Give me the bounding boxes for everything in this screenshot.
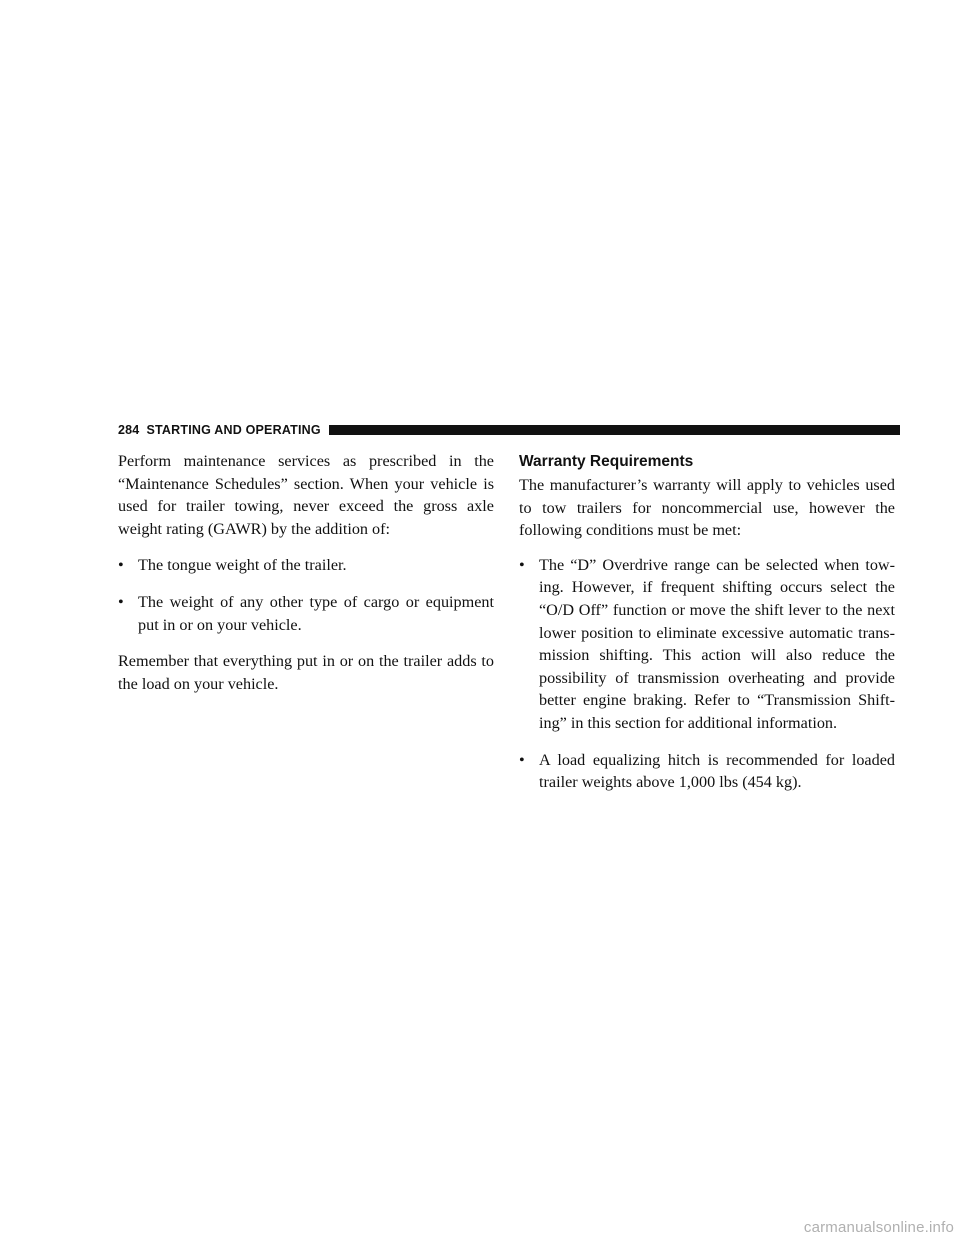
left-intro-paragraph: Perform maintenance services as prescribed in the “Maintenance Schedules” section. When your vehicle is used for trailer towing, never exceed the gross axle weight rating (GAWR) by the addition of:: [118, 452, 494, 538]
right-bullet-list: [519, 554, 895, 794]
left-bullet-list: [118, 554, 494, 636]
list-item-text: The “D” Overdrive range can be selected when towing. However, if frequent shifting occurs select the “O/D Off” function or move the shift lever to the next lower position to eliminate excessive automatic transmission shifting. This action will also reduce the possibility of transmission overheating and provide better engine braking. Refer to “Transmission Shifting” in this section for additional information.: [539, 555, 895, 732]
header-rule: [329, 425, 900, 435]
section-title: STARTING AND OPERATING: [146, 423, 321, 437]
bullet-icon: •: [519, 555, 525, 574]
watermark: carmanualsonline.info: [803, 1219, 954, 1236]
list-item: [519, 554, 895, 735]
left-column: [118, 450, 494, 709]
bullet-icon: •: [118, 592, 124, 611]
list-item-text: A load equalizing hitch is recommended for loaded trailer weights above 1,000 lbs (454 kg).: [539, 750, 895, 792]
list-item: [118, 591, 494, 636]
page-number: 284: [118, 423, 140, 437]
section-heading: Warranty Requirements: [519, 453, 694, 470]
right-intro-paragraph: The manufacturer’s warranty will apply to vehicles used to tow trailers for noncommercial use, however the following conditions must be met:: [519, 476, 895, 540]
right-column: [519, 450, 895, 808]
list-item-text: The weight of any other type of cargo or equipment put in or on your vehicle.: [138, 592, 494, 634]
bullet-icon: •: [519, 750, 525, 769]
bullet-icon: •: [118, 556, 124, 575]
list-item: [118, 554, 494, 577]
page-header: [118, 421, 900, 439]
list-item: [519, 749, 895, 794]
list-item-text: The tongue weight of the trailer.: [138, 556, 347, 575]
left-closing-paragraph: Remember that everything put in or on the trailer adds to the load on your vehicle.: [118, 652, 494, 693]
